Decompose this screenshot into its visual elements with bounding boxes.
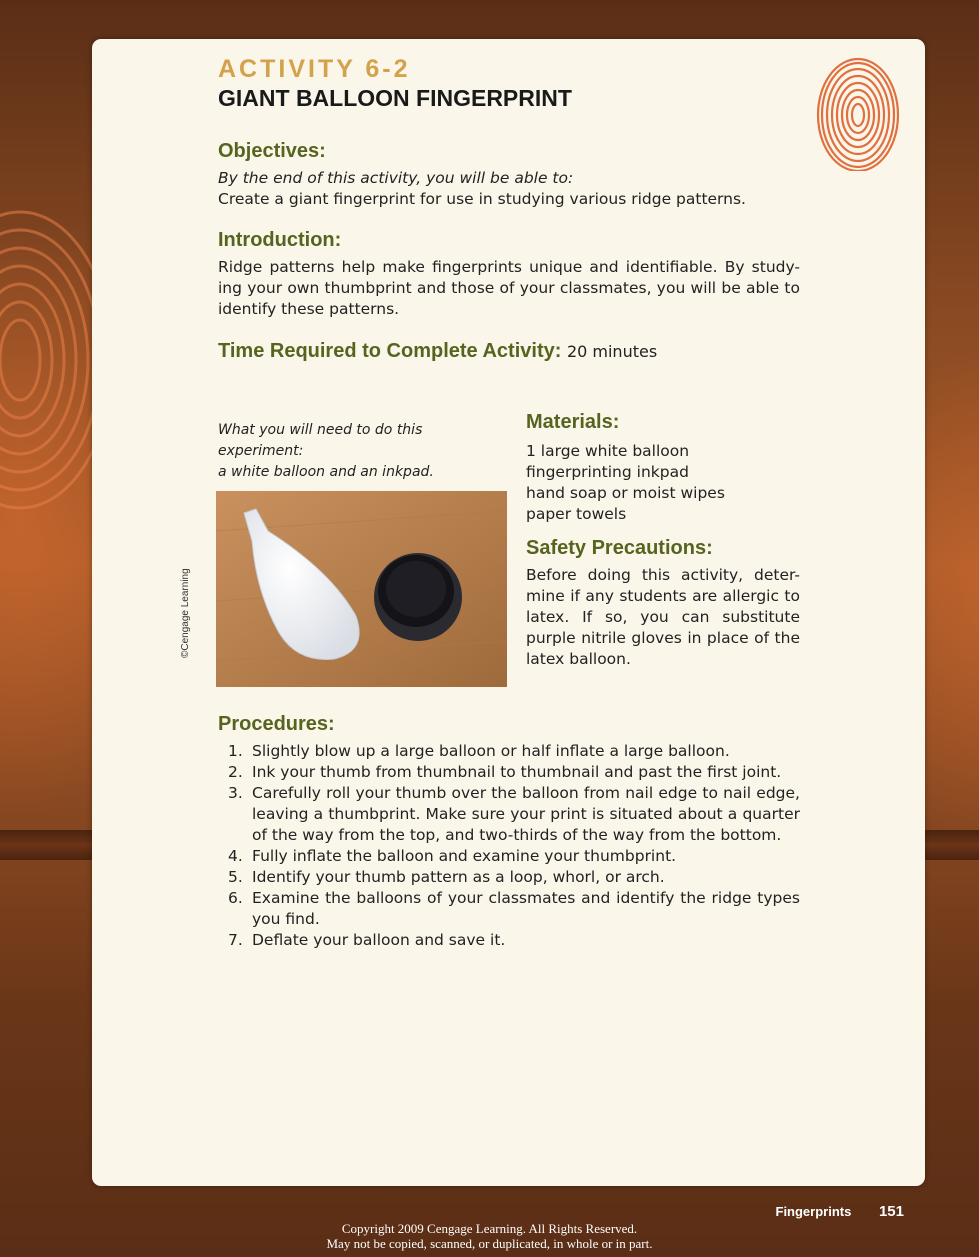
list-item: 4. Fully inflate the balloon and examine your thumbprint. [228, 847, 677, 865]
time-required [218, 339, 800, 364]
list-item: 6. Examine the balloons of your classmates and identify the ridge types you find. [228, 889, 800, 928]
time-heading: Time Required to Complete Activity: [218, 340, 562, 362]
introduction-heading: Introduction: [218, 229, 342, 251]
copyright-line1: Copyright 2009 Cengage Learning. All Rights Reserved. [341, 1221, 638, 1236]
list-item: 2. Ink your thumb from thumbnail to thumbnail and past the first joint. [228, 763, 782, 781]
photo-credit: ©Cengage Learning [180, 568, 191, 658]
materials-item: 1 large white balloon [526, 442, 690, 460]
activity-number: ACTIVITY 6-2 [218, 55, 411, 83]
objectives-heading: Objectives: [218, 140, 326, 162]
copyright-line2: May not be copied, scanned, or duplicated, in whole or in part. [326, 1236, 653, 1251]
list-item: 1. Slightly blow up a large balloon or half inflate a large balloon. [228, 742, 730, 760]
photo-caption-line1: What you will need to do this experiment: [218, 422, 423, 459]
photo-block [180, 418, 510, 658]
procedures-section [218, 712, 800, 951]
materials-item: hand soap or moist wipes [526, 484, 725, 502]
list-item: 7. Deflate your balloon and save it. [228, 931, 506, 949]
objectives-lead: By the end of this activity, you will be able to: [218, 169, 574, 187]
materials-item: paper towels [526, 505, 627, 523]
balloon-inkpad-photo [216, 491, 507, 687]
list-item: 5. Identify your thumb pattern as a loop, whorl, or arch. [228, 868, 665, 886]
materials-section [180, 411, 800, 718]
introduction-text: Ridge patterns help make fingerprints unique and identifiable. By study-ing your own thumbprint and those of your classmates, you will be able to identify these patterns. [218, 258, 800, 318]
safety-heading: Safety Precautions: [526, 537, 713, 559]
activity-content [180, 54, 800, 949]
section-name: Fingerprints [775, 1204, 852, 1219]
fingerprint-icon [816, 55, 900, 171]
materials-item: fingerprinting inkpad [526, 463, 689, 481]
activity-card [92, 39, 925, 1186]
time-value: 20 minutes [566, 342, 658, 361]
page-footer [776, 1203, 905, 1220]
page-number: 151 [878, 1203, 904, 1220]
list-item: 3. Carefully roll your thumb over the balloon from nail edge to nail edge, leaving a thumbprint. Make sure your print is situated about a quarter of the way from the top, and two-thirds of the way from the bottom. [228, 784, 800, 844]
materials-safety-column [526, 411, 800, 670]
materials-heading: Materials: [526, 411, 620, 433]
copyright-notice [0, 1221, 979, 1251]
safety-text: Before doing this activity, deter-mine if any students are allergic to latex. If so, you can substitute purple nitrile gloves in place of the latex balloon. [526, 566, 800, 668]
procedures-heading: Procedures: [218, 713, 335, 735]
activity-title: GIANT BALLOON FINGERPRINT [218, 85, 572, 111]
photo-caption-line2: a white balloon and an inkpad. [218, 464, 434, 480]
procedures-list [218, 741, 800, 951]
objectives-text: Create a giant fingerprint for use in studying various ridge patterns. [218, 190, 746, 208]
